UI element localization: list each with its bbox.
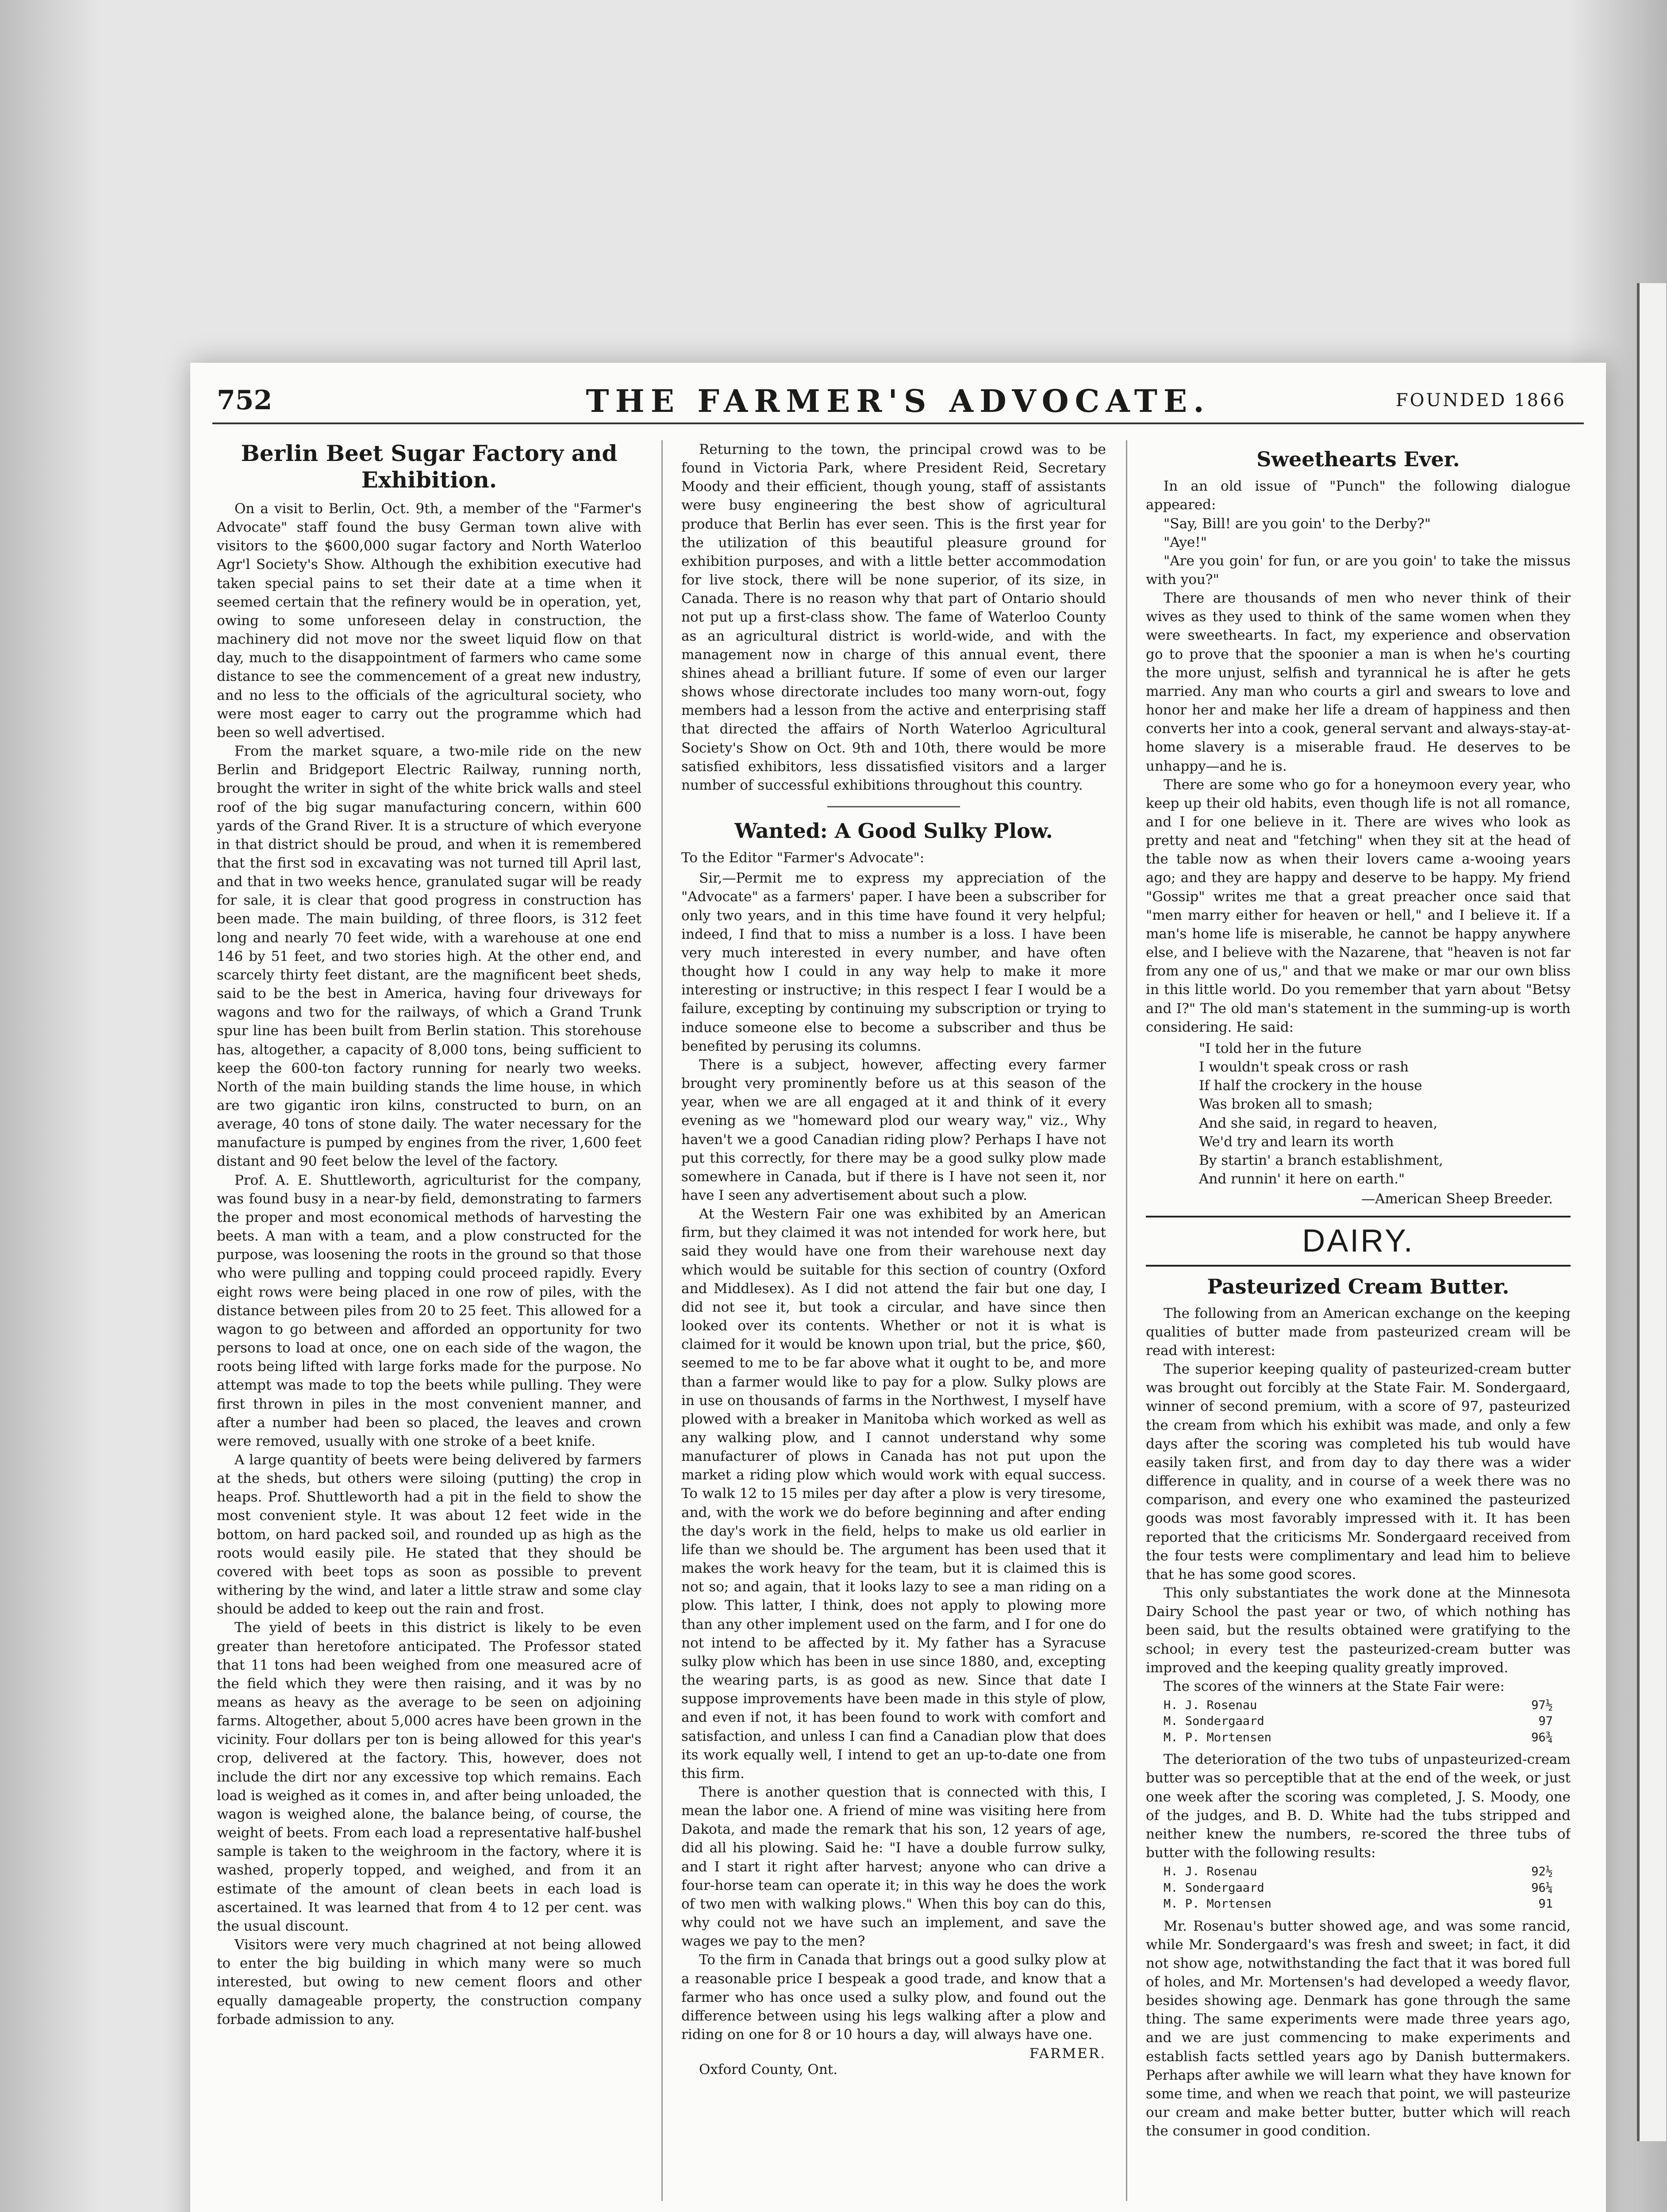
score-row: [1164, 1864, 1553, 1880]
score-table-first: [1164, 1697, 1553, 1746]
section-heading-dairy: DAIRY.: [1146, 1216, 1571, 1266]
score-row: [1164, 1730, 1553, 1746]
column-3: [1146, 440, 1571, 2212]
paragraph: Sir,—Permit me to express my appreciation of the "Advocate" as a farmers' paper. I have been a subscriber for only two years, and in this time have found it very helpful; indeed, I find that to miss a number is a loss. I have been very much interested in every number, and have often thought how I could in any way help to make it more interesting or instructive; in this respect I fear I would be a failure, excepting by continuing my subscription or trying to induce someone else to become a subscriber and thus be benefited by perusing its columns.: [681, 870, 1106, 1054]
paragraph: Returning to the town, the principal crowd was to be found in Victoria Park, where President Reid, Secretary Moody and their efficient, though young, staff of assistants were busy engineering the best show of agricultural produce that Berlin has ever seen. This is the first year for the utilization of this beautiful pleasure ground for exhibition purposes, and with a little better accommodation for live stock, there will be none superior, of its size, in Canada. There is no reason why that part of Ontario should not put up a first-class show. The fame of Waterloo County as an agricultural district is world-wide, and with the management now in charge of this annual event, there shines ahead a brilliant future. If some of even our larger shows whose directorate includes too many worn-out, fogy members had a lesson from the active and enterprising staff that directed the affairs of North Waterloo Agricultural Society's Show on Oct. 9th and 10th, there would be more satisfied exhibitors, less dissatisfied visitors and a larger number of successful exhibitions throughout this country.: [681, 442, 1106, 793]
score-value: 97½: [1531, 1698, 1553, 1712]
paragraph: On a visit to Berlin, Oct. 9th, a member of the "Farmer's Advocate" staff found the busy German town alive with visitors to the $600,000 sugar factory and North Waterloo Agr'l Society's Show. Although the exhibition executive had taken special pains to set their date at a time when it seemed certain that the refinery would be in operation, yet, owing to some unforeseen delay in construction, the machinery did not move nor the sweet liquid flow on that day, much to the disappointment of farmers who came some distance to see the commencement of a great new industry, and no less to the officials of the agricultural society, who were most eager to carry out the programme which had been so well advertised.: [217, 501, 641, 741]
paragraph: Mr. Rosenau's butter showed age, and was some rancid, while Mr. Sondergaard's was fresh and sweet; in fact, it did not show age, notwithstanding the fact that it was bored full of holes, and Mr. Mortensen's had developed a weedy flavor, besides showing age. Denmark has gone through the same thing. The same experiments were made three years ago, and we are just commencing to make experiments and establish facts settled years ago by Danish buttermakers. Perhaps after awhile we will learn what they have known for some time, and when we reach that point, we will pasteurize our cream and make better butter, butter which will reach the consumer in good condition.: [1146, 1918, 1571, 2139]
paragraph: There are some who go for a honeymoon every year, who keep up their old habits, even though life is not all romance, and I for one believe in it. There are wives who look as pretty and neat and "fetching" when they sit at the head of the table now as when their lovers came a-wooing years ago; and they are happy and deserve to be happy. My friend "Gossip" writes me that a great preacher once said that "men marry either for heaven or hell," and I believe it. If a man's home life is miserable, he cannot be happy anywhere else, and I believe with the Nazarene, that "heaven is not far from any one of us," and that we make or mar our own bliss in this little world. Do you remember that yarn about "Betsy and I?" The old man's statement in the summing-up is worth considering. He said:: [1146, 776, 1571, 1035]
paragraph: The deterioration of the two tubs of unpasteurized-cream butter was so perceptible that at the end of the week, or just one week after the scoring was completed, J. S. Moody, one of the judges, and B. D. White had the tubs stripped and neither knew the numbers, re-scored the three tubs of butter with the following results:: [1146, 1751, 1571, 1861]
score-value: 92½: [1531, 1865, 1553, 1879]
score-value: 97: [1538, 1714, 1553, 1728]
poem-verse: "I told her in the future I wouldn't speak cross or rash If half the crockery in the house Was broken all to smash; And she said, in regard to heaven, We'd try and learn its worth By startin' a branch establishment, And runnin' it here on earth.": [1199, 1040, 1443, 1187]
score-table-rescored: [1164, 1864, 1553, 1912]
paragraph: There is a subject, however, affecting every farmer brought very prominently before us at this season of the year, when we are all engaged at it and think of it every evening as we "homeward plod our weary way," viz., Why haven't we a good Canadian riding plow? Perhaps I have not put this correctly, for there may be a good sulky plow made somewhere in Canada, but if there is I have not seen it, nor have I seen any advertisement about such a plow.: [681, 1056, 1106, 1203]
section-rule: [827, 806, 960, 807]
article-heading-berlin: Berlin Beet Sugar Factory and Exhibition.: [241, 440, 618, 493]
paragraph: Prof. A. E. Shuttleworth, agriculturist for the company, was found busy in a near-by field, demonstrating to farmers the proper and most economical methods of harvesting the beets. A man with a team, and a plow constructed for the purpose, was loosening the roots in the ground so that those who were pulling and topping could proceed rapidly. Every eight rows were being placed in one row of piles, with the distance between piles from 20 to 25 feet. This allowed for a wagon to go between and afforded an opportunity for two persons to load at once, one on each side of the wagon, the roots being lifted with large forks made for the purpose. No attempt was made to top the beets while pulling. They were first thrown in piles in the most convenient manner, and after a number had been so placed, the leaves and crown were removed, usually with one stroke of a beet knife.: [217, 1172, 641, 1449]
salutation-line: To the Editor "Farmer's Advocate":: [681, 850, 925, 866]
paragraph: There is another question that is connected with this, I mean the labor one. A friend of mine was visiting here from Dakota, and made the remark that his son, 12 years of age, did all his plowing. Said he: "I have a double furrow sulky, and I start it right after harvest; anyone who can drive a four-horse team can operate it; in this way he does the work of two men with walking plows." When this boy can do this, why could not we have such an implement, and save the wages we pay to the men?: [681, 1784, 1106, 1950]
founded-line: FOUNDED 1866: [1395, 390, 1566, 411]
score-row: [1164, 1713, 1553, 1729]
score-name: M. P. Mortensen: [1164, 1730, 1271, 1744]
attribution: —American Sheep Breeder.: [1361, 1191, 1553, 1207]
score-name: M. Sondergaard: [1164, 1881, 1264, 1895]
column-2: [681, 440, 1106, 2212]
paragraph: In an old issue of "Punch" the following dialogue appeared:: [1146, 478, 1571, 513]
score-name: H. J. Rosenau: [1164, 1698, 1257, 1712]
article-heading-pasteurized: Pasteurized Cream Butter.: [1207, 1274, 1510, 1298]
score-row: [1164, 1880, 1553, 1896]
score-value: 96¾: [1531, 1730, 1553, 1744]
paragraph: "Aye!": [1164, 534, 1207, 550]
paragraph: The yield of beets in this district is likely to be even greater than heretofore anticipated. The Professor stated that 11 tons had been weighed from one measured acre of the field which they were then raising, and it was by no means as heavy as the average to be seen on adjoining farms. Altogether, about 5,000 acres have been grown in the vicinity. Four dollars per ton is being allowed for this year's crop, delivered at the factory. This, however, does not include the dirt nor any excessive top which remains. Each load is weighed as it comes in, and after being unloaded, the wagon is weighed alone, the balance being, of course, the weight of beets. From each load a representative half-bushel sample is taken to the weighroom in the factory, where it is washed, properly topped, and weighed, and from it an estimate of the amount of clean beets in each load is ascertained. It was learned that from 4 to 12 per cent. was the usual discount.: [217, 1620, 641, 1934]
paragraph: Visitors were very much chagrined at not being allowed to enter the big building in which many were so much interested, but owing to new cement floors and other equally damageable property, the construction company forbade admission to any.: [217, 1937, 641, 2028]
signature: FARMER.: [1029, 2046, 1106, 2062]
column-divider: [1126, 440, 1127, 2201]
dateline-place: Oxford County, Ont.: [699, 2062, 838, 2078]
adjacent-page-edge: [1637, 283, 1666, 2141]
paragraph: The scores of the winners at the State Fair were:: [1164, 1678, 1505, 1694]
paragraph: "Say, Bill! are you goin' to the Derby?": [1164, 515, 1431, 532]
score-name: H. J. Rosenau: [1164, 1865, 1257, 1879]
article-body-berlin: [217, 499, 641, 2029]
score-value: 91: [1538, 1897, 1553, 1911]
score-value: 96¼: [1531, 1881, 1553, 1895]
paragraph: "Are you goin' for fun, or are you goin' to take the missus with you?": [1146, 553, 1571, 588]
score-name: M. Sondergaard: [1164, 1714, 1264, 1728]
paragraph: There are thousands of men who never think of their wives as they used to think of the same women when they were sweethearts. In fact, my experience and observation go to prove that the spoonier a man is when he's courting the more unjust, selfish and tyrannical he is after he gets married. Any man who courts a girl and swears to love and honor her and make her life a dream of happiness and then converts her into a cook, general servant and always-stay-at-home slavery is a miserable fraud. He deserves to be unhappy—and he is.: [1146, 590, 1571, 774]
score-row: [1164, 1896, 1553, 1912]
paragraph: This only substantiates the work done at the Minnesota Dairy School the past year or two, of which nothing has been said, but the results obtained were gratifying to the school; in every test the pasteurized-cream butter was improved and the keeping quality greatly improved.: [1146, 1585, 1571, 1676]
page-number: 752: [217, 385, 273, 416]
article-heading-sulky-plow: Wanted: A Good Sulky Plow.: [734, 818, 1053, 843]
newspaper-page: [190, 363, 1606, 2212]
paragraph: A large quantity of beets were being delivered by farmers at the sheds, but others were siloing (putting) the crop in heaps. Prof. Shuttleworth had a pit in the field to show the most convenient style. It was about 12 feet wide in the bottom, on hard packed soil, and rounded up as high as the roots would easily pile. He stated that they should be covered with beet tops as soon as possible to prevent withering by the wind, and later a little straw and some clay should be added to keep out the rain and frost.: [217, 1452, 641, 1617]
paragraph: To the firm in Canada that brings out a good sulky plow at a reasonable price I bespeak a good trade, and know that a farmer who has once used a sulky plow, and found out the difference between using his legs walking after a plow and riding on one for 8 or 10 hours a day, will always have one.: [681, 1952, 1106, 2043]
paragraph: From the market square, a two-mile ride on the new Berlin and Bridgeport Electric Railway, running north, brought the writer in sight of the white brick walls and steel roof of the big sugar manufacturing concern, within 600 yards of the Grand River. It is a structure of which everyone in that district should be proud, and when it is remembered that the first sod in excavating was not turned till April last, and that in two weeks hence, granulated sugar will be ready for sale, it is clear that good progress in construction has been made. The main building, of three floors, is 312 feet long and nearly 70 feet wide, with a warehouse at one end 146 by 51 feet, and two stories high. At the other end, and scarcely thirty feet distant, are the magnificent beet sheds, said to be the best in America, having four driveways for wagons and two for the railways, of which a Grand Trunk spur line has been built from Berlin station. This storehouse has, altogether, a capacity of 8,000 tons, being sufficient to keep the 600-ton factory running for nearly two weeks. North of the main building stands the lime house, in which are two gigantic iron kilns, constructed to burn, on an average, 40 tons of stone daily. The water necessary for the manufacture is pumped by engines from the river, 1,600 feet distant and 90 feet below the level of the factory.: [217, 743, 641, 1170]
score-name: M. P. Mortensen: [1164, 1897, 1271, 1911]
article-heading-sweethearts: Sweethearts Ever.: [1256, 447, 1460, 471]
paragraph: The following from an American exchange on the keeping qualities of butter made from pasteurized cream will be read with interest:: [1146, 1305, 1571, 1359]
paragraph: The superior keeping quality of pasteurized-cream butter was brought out forcibly at the State Fair. M. Sondergaard, winner of second premium, with a score of 97, pasteurized the cream from which his exhibit was made, and only a few days after the scoring was completed his tub would have easily taken first, and from day to day there was a wider difference in quality, and in course of a week there was no comparison, and every one who examined the pasteurized goods was most favorably impressed with it. It has been reported that the criticisms Mr. Sondergaard received from the four tests were complimentary and lead him to believe that he has some good scores.: [1146, 1361, 1571, 1582]
paragraph: At the Western Fair one was exhibited by an American firm, but they claimed it was not intended for work here, but said they would have one from their warehouse next day which would be suitable for this section of country (Oxford and Middlesex). As I did not attend the fair but one day, I did not see it, but took a circular, and have since then looked over its contents. Whether or not it is what is claimed for it would be known upon trial, but the price, $60, seemed to me to be far above what it ought to be, and more than a farmer would like to pay for a plow. Sulky plows are in use on thousands of farms in the Northwest, I myself have plowed with a breaker in Manitoba which worked as well as any walking plow, and I cannot understand why some manufacturer of plows in Canada has not put upon the market a riding plow which would work with equal success. To walk 12 to 15 miles per day after a plow is very tiresome, and, with the work we do before beginning and after ending the day's work in the field, helps to make us old earlier in life than we should be. The argument has been used that it makes the work heavy for the team, but it is claimed this is not so; and again, that it looks lazy to see a man riding on a plow. This latter, I think, does not apply to plowing more than any other implement used on the farm, and I for one do not intend to be affected by it. My father has a Syracuse sulky plow which has been in use since 1880, and, excepting the wearing parts, is as good as new. Since that date I suppose improvements have been made in this style of plow, and even if not, it has been found to work with comfort and satisfaction, and unless I can find a Canadian plow that does its work equally well, I intend to get an up-to-date one from this firm.: [681, 1206, 1106, 1782]
score-row: [1164, 1697, 1553, 1713]
column-divider: [661, 440, 663, 2201]
masthead-title: THE FARMER'S ADVOCATE.: [586, 383, 1210, 419]
masthead-rule: [212, 422, 1584, 424]
column-1: [217, 440, 641, 2212]
